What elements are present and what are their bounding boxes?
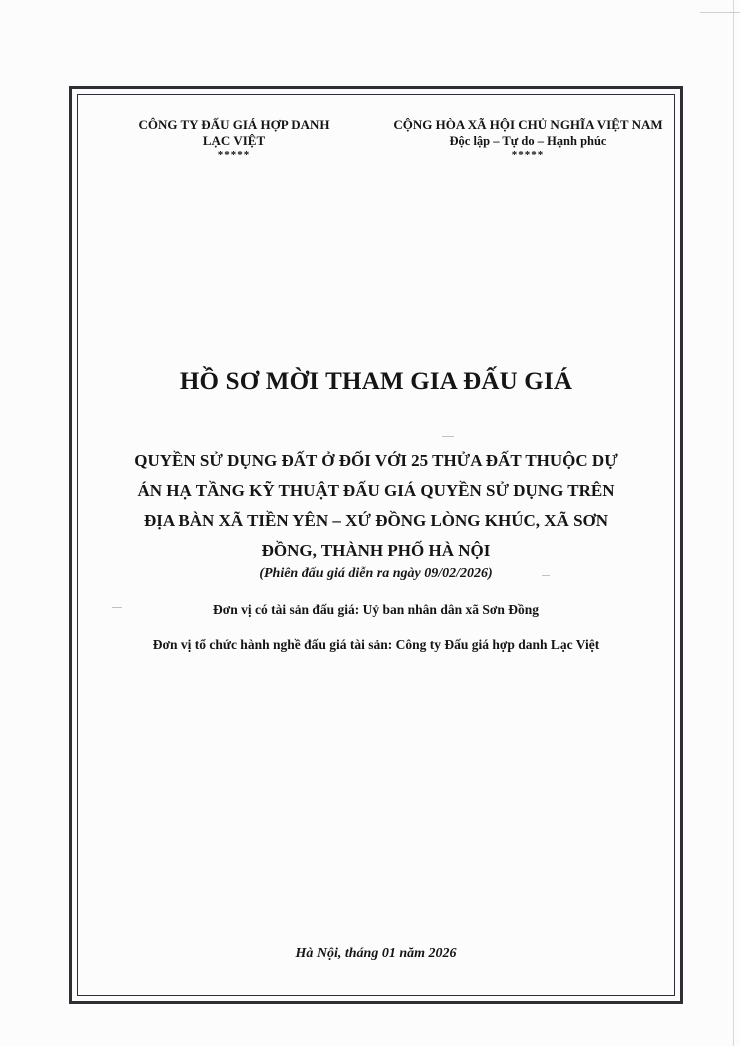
scan-edge xyxy=(733,0,734,1046)
nation-stars: ***** xyxy=(511,149,545,161)
subtitle-line: ĐỊA BÀN XÃ TIỀN YÊN – XỨ ĐỒNG LÒNG KHÚC, XÃ SƠN xyxy=(143,511,609,530)
scan-edge xyxy=(700,12,740,13)
auction-organizer: Đơn vị tổ chức hành nghề đấu giá tài sản: Công ty Đấu giá hợp danh Lạc Việt xyxy=(152,637,600,652)
asset-owner: Đơn vị có tài sản đấu giá: Uỷ ban nhân dân xã Sơn Đồng xyxy=(213,602,539,617)
company-header xyxy=(122,117,346,162)
auction-session-date: (Phiên đấu giá diễn ra ngày 09/02/2026) xyxy=(259,566,493,581)
company-stars: ***** xyxy=(217,149,251,161)
subtitle-line: QUYỀN SỬ DỤNG ĐẤT Ở ĐỐI VỚI 25 THỬA ĐẤT THUỘC DỰ xyxy=(134,451,618,470)
nation-name: CỘNG HÒA XÃ HỘI CHỦ NGHĨA VIỆT NAM xyxy=(393,117,663,132)
scan-speck xyxy=(112,607,122,608)
company-name-line2: LẠC VIỆT xyxy=(202,133,266,148)
subtitle-line: ÁN HẠ TẦNG KỸ THUẬT ĐẤU GIÁ QUYỀN SỬ DỤNG TRÊN xyxy=(137,481,615,500)
national-header xyxy=(380,117,676,162)
subtitle-line: ĐỒNG, THÀNH PHỐ HÀ NỘI xyxy=(261,541,491,560)
scan-speck xyxy=(542,575,550,576)
company-name-line1: CÔNG TY ĐẤU GIÁ HỢP DANH xyxy=(138,117,330,132)
scan-speck xyxy=(442,436,454,437)
document-subtitle xyxy=(88,446,664,566)
document-title: HỒ SƠ MỜI THAM GIA ĐẤU GIÁ xyxy=(179,368,573,395)
national-motto: Độc lập – Tự do – Hạnh phúc xyxy=(449,134,607,148)
place-and-date: Hà Nội, tháng 01 năm 2026 xyxy=(295,946,457,961)
